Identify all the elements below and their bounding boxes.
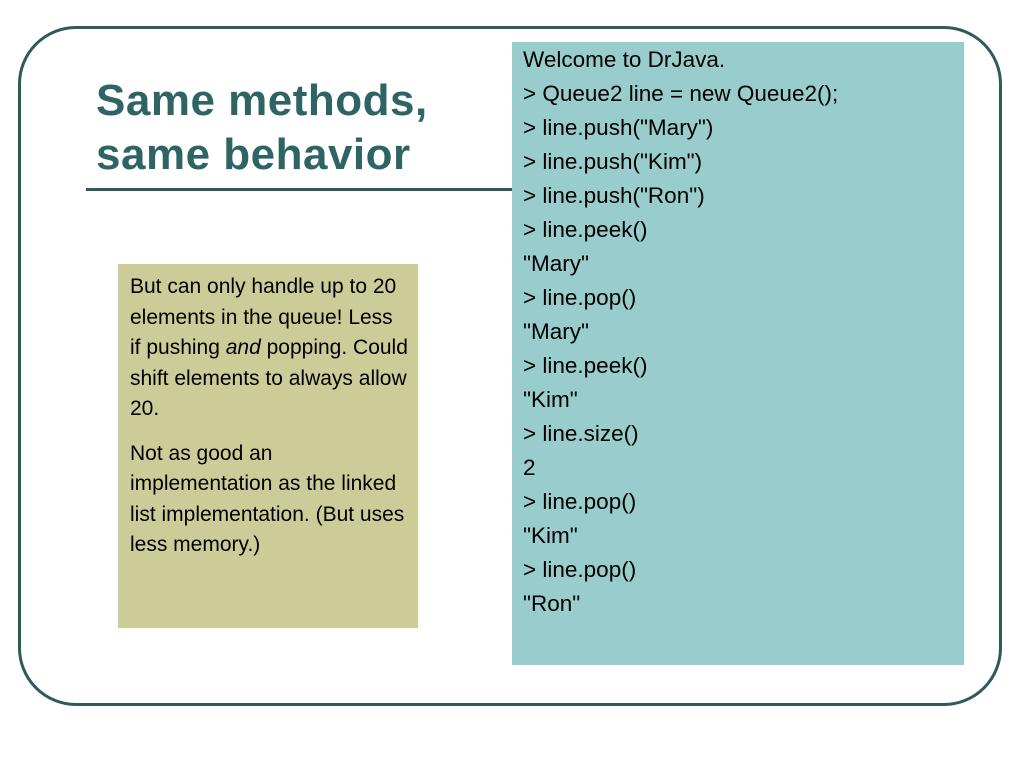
note-paragraph-2: Not as good an implementation as the linked list implementation. (But uses less memory.) <box>130 441 405 556</box>
console-line: > line.peek() <box>523 217 648 242</box>
note-box <box>118 264 418 628</box>
console-line: > Queue2 line = new Queue2(); <box>523 81 839 106</box>
slide-title <box>96 74 428 182</box>
console-line: "Ron" <box>523 591 581 616</box>
note-paragraph-1-end: popping. Could shift elements to always allow 20. <box>130 336 408 420</box>
console-line: Welcome to DrJava. <box>523 47 726 72</box>
note-paragraph-1 <box>130 272 408 425</box>
console-line: > line.pop() <box>523 285 637 310</box>
slide-title-line-2: same behavior <box>96 130 411 179</box>
console-line: > line.push("Mary") <box>523 115 714 140</box>
console-line: "Mary" <box>523 251 589 276</box>
slide-title-line-1: Same methods, <box>96 76 428 125</box>
console-line: > line.push("Ron") <box>523 183 705 208</box>
title-divider <box>86 188 516 191</box>
note-paragraph-1-start: But can only handle up to 20 elements in the queue! Less if pushing <box>130 275 397 359</box>
console-line: > line.peek() <box>523 353 648 378</box>
console-line: > line.size() <box>523 421 639 446</box>
console-line: "Kim" <box>523 387 578 412</box>
console-line: 2 <box>523 455 536 480</box>
drjava-interactions-pane <box>512 42 964 665</box>
console-line: "Mary" <box>523 319 589 344</box>
console-line: > line.pop() <box>523 489 637 514</box>
note-emphasis: and <box>225 336 261 359</box>
console-line: > line.push("Kim") <box>523 149 703 174</box>
console-line: "Kim" <box>523 523 578 548</box>
console-line: > line.pop() <box>523 557 637 582</box>
